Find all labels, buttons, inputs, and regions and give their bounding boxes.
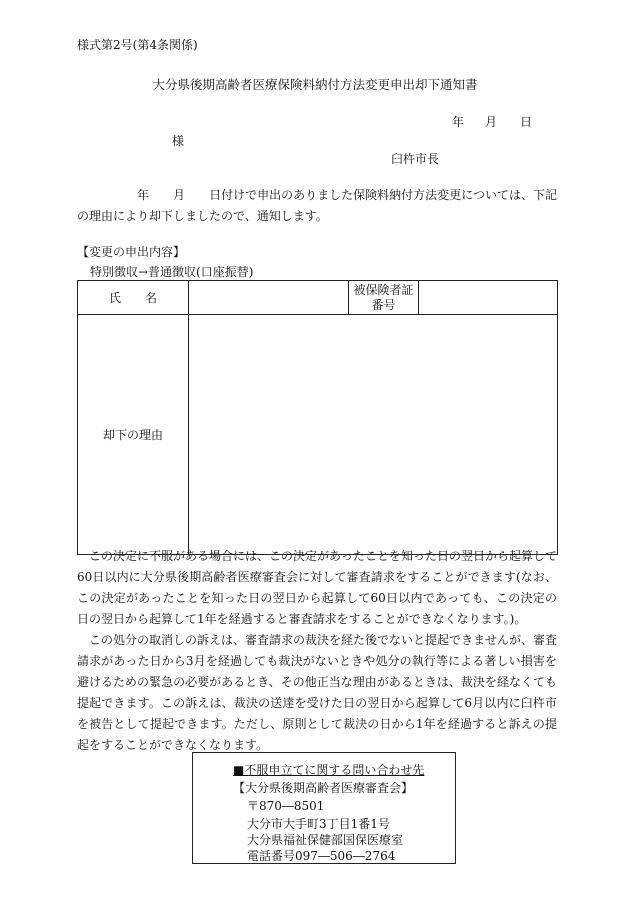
name-field[interactable] [189,281,349,315]
request-section-heading: 【変更の申出内容】 [77,245,186,259]
contact-org: 【大分県後期高齢者医療審査会】 [233,781,414,795]
intro-paragraph: 年 月 日付けで申出のありました保険料納付方法変更については、下記の理由により却下しましたので、通知します。 [77,188,557,223]
contact-department: 大分県福祉保健部国保医療室 [247,833,404,847]
contact-phone: 電話番号097―506―2764 [247,849,396,863]
reason-label: 却下の理由 [78,315,189,555]
form-number: 様式第2号(第4条関係) [77,38,198,52]
contact-box [192,752,456,864]
contact-postal: 〒870―8501 [247,799,325,813]
contact-address: 大分市大手町3丁目1番1号 [247,817,390,831]
contact-heading: ■不服申立てに関する問い合わせ先 [233,763,425,777]
date-year: 年 [452,115,465,129]
appeal-paragraph: この決定に不服がある場合には、この決定があったことを知った日の翌日から起算して60日以内に大分県後期高齢者医療審査会に対して審査請求をすることができます(なお、この決定があったことを知った日の翌日から起算して60日以内であっても、この決定の日の翌日から起算して1年を経過すると審査請求をすることができなくなります。)。 [77,549,557,626]
reason-field[interactable] [189,315,558,555]
insured-number-label [349,281,419,315]
date-month: 月 [485,115,498,129]
insured-number-label-line2: 番号 [371,297,396,312]
lawsuit-paragraph: この処分の取消しの訴えは、審査請求の裁決を経た後でないと提起できませんが、審査請求があった日から3月を経過しても裁決がないときや処分の執行等による著しい損害を避けるための緊急の必要があるとき、その他正当な理由があるときは、裁決を経なくても提起できます。この訴えは、裁決の送達を受けた日の翌日から起算して6月以内に臼杵市を被告として提起できます。ただし、原則として裁決の日から1年を経過すると訴えの提起をすることができなくなります。 [77,633,558,752]
insured-number-label-line1: 被保険者証 [353,282,414,297]
insured-number-field[interactable] [419,281,558,315]
addressee-honorific: 様 [172,134,185,148]
name-label: 氏 名 [78,281,189,315]
request-section-detail: 特別徴収→普通徴収(口座振替) [90,265,254,279]
sender-name: 臼杵市長 [391,152,440,166]
form-table [77,280,558,555]
document-title: 大分県後期高齢者医療保険料納付方法変更申出却下通知書 [152,77,478,92]
date-day: 日 [520,115,533,129]
